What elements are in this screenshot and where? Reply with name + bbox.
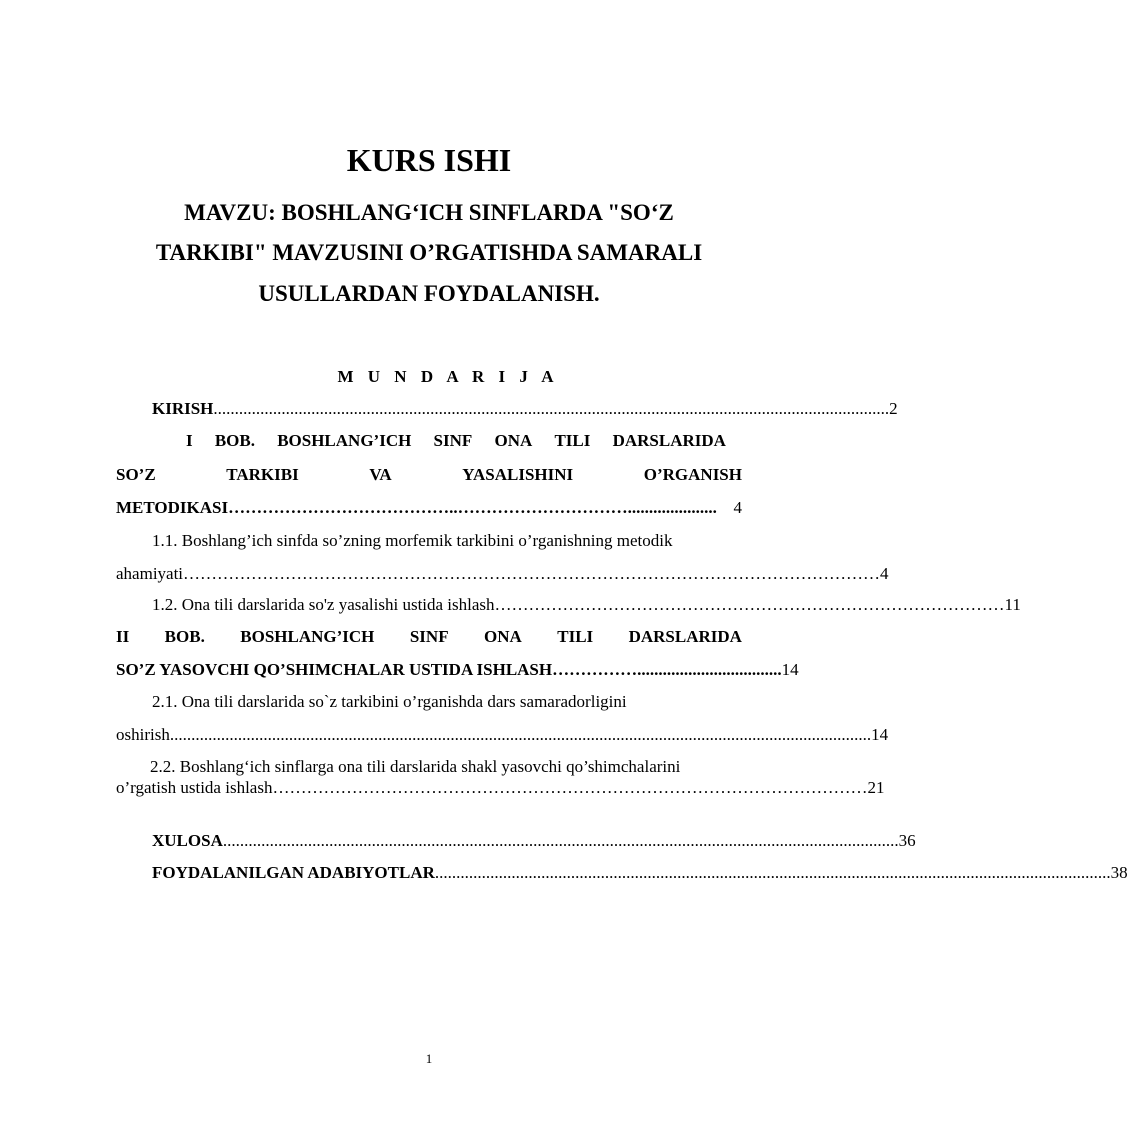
toc-entry-page: 21 xyxy=(867,778,885,797)
toc-chapter-1-line-2: SO’Z TARKIBI VA YASALISHINI O’RGANISH xyxy=(116,465,742,484)
toc-section-1-2 xyxy=(152,594,1021,616)
toc-entry-page: 2 xyxy=(889,399,898,418)
dot-leader: …………….................................. xyxy=(552,660,782,679)
toc-section-1-1-line-2 xyxy=(116,563,889,585)
dot-leader: …………………………………..…………………………..................... xyxy=(228,498,717,517)
document-title: KURS ISHI xyxy=(346,142,512,178)
toc-entry-label: FOYDALANILGAN ADABIYOTLAR xyxy=(152,863,435,882)
toc-entry-xulosa xyxy=(152,830,916,852)
page-number: 1 xyxy=(425,1051,433,1066)
toc-entry-page: 14 xyxy=(781,660,799,679)
toc-entry-page: 4 xyxy=(880,564,889,583)
toc-chapter-1-line-3 xyxy=(116,497,742,519)
toc-entry-label: ahamiyati xyxy=(116,564,184,583)
toc-chapter-2-line-2 xyxy=(116,659,799,681)
dot-leader: …………………………………………………………………………………………………………… xyxy=(183,564,881,583)
toc-section-2-2-line-1: 2.2. Boshlang‘ich sinflarga ona tili darslarida shakl yasovchi qo’shimchalarini xyxy=(150,757,681,776)
toc-section-2-1-line-2 xyxy=(116,724,889,746)
topic-line-1: MAVZU: BOSHLANG‘ICH SINFLARDA "SO‘Z xyxy=(184,200,674,225)
toc-entry-page: 11 xyxy=(1004,595,1021,614)
dot-leader: ............................................................................................................................................................... xyxy=(222,831,899,850)
toc-entry-page: 14 xyxy=(871,725,889,744)
dot-leader: ............................................................................................................................................................... xyxy=(434,863,1111,882)
toc-chapter-1-line-1: I BOB. BOSHLANG’ICH SINF ONA TILI DARSLARIDA xyxy=(186,431,726,450)
toc-entry-page: 38 xyxy=(1110,863,1128,882)
toc-entry-label: KIRISH xyxy=(152,399,214,418)
dot-leader: ..................................................................................................................................................................... xyxy=(169,725,872,744)
toc-section-2-2-line-2 xyxy=(116,777,885,799)
toc-entry-label: XULOSA xyxy=(152,831,223,850)
dot-leader: …………………………………………………………………………………………… xyxy=(272,778,868,797)
toc-entry-page: 36 xyxy=(898,831,916,850)
topic-line-3: USULLARDAN FOYDALANISH. xyxy=(258,281,600,306)
toc-entry-label: 1.2. Ona tili darslarida so'z yasalishi ustida ishlash xyxy=(152,595,495,614)
dot-leader: ............................................................................................................................................................... xyxy=(213,399,890,418)
toc-entry-page: 4 xyxy=(733,498,742,517)
toc-entry-label: o’rgatish ustida ishlash xyxy=(116,778,273,797)
toc-section-2-1-line-1: 2.1. Ona tili darslarida so`z tarkibini o’rganishda dars samaradorligini xyxy=(152,692,627,711)
toc-entry-label: SO’Z YASOVCHI QO’SHIMCHALAR USTIDA ISHLASH xyxy=(116,660,553,679)
toc-entry-adabiyotlar xyxy=(152,862,1128,884)
toc-entry-label: oshirish xyxy=(116,725,170,744)
toc-section-1-1-line-1: 1.1. Boshlang’ich sinfda so’zning morfemik tarkibini o’rganishning metodik xyxy=(152,531,673,550)
dot-leader: ……………………………………………………………………………… xyxy=(494,595,1005,614)
toc-entry-kirish xyxy=(152,398,898,420)
topic-line-2: TARKIBI" MAVZUSINI O’RGATISHDA SAMARALI xyxy=(155,240,703,265)
toc-entry-label: METODIKASI xyxy=(116,498,229,517)
toc-chapter-2-line-1: II BOB. BOSHLANG’ICH SINF ONA TILI DARSLARIDA xyxy=(116,627,742,646)
toc-heading: M U N D A R I J A xyxy=(337,367,559,386)
